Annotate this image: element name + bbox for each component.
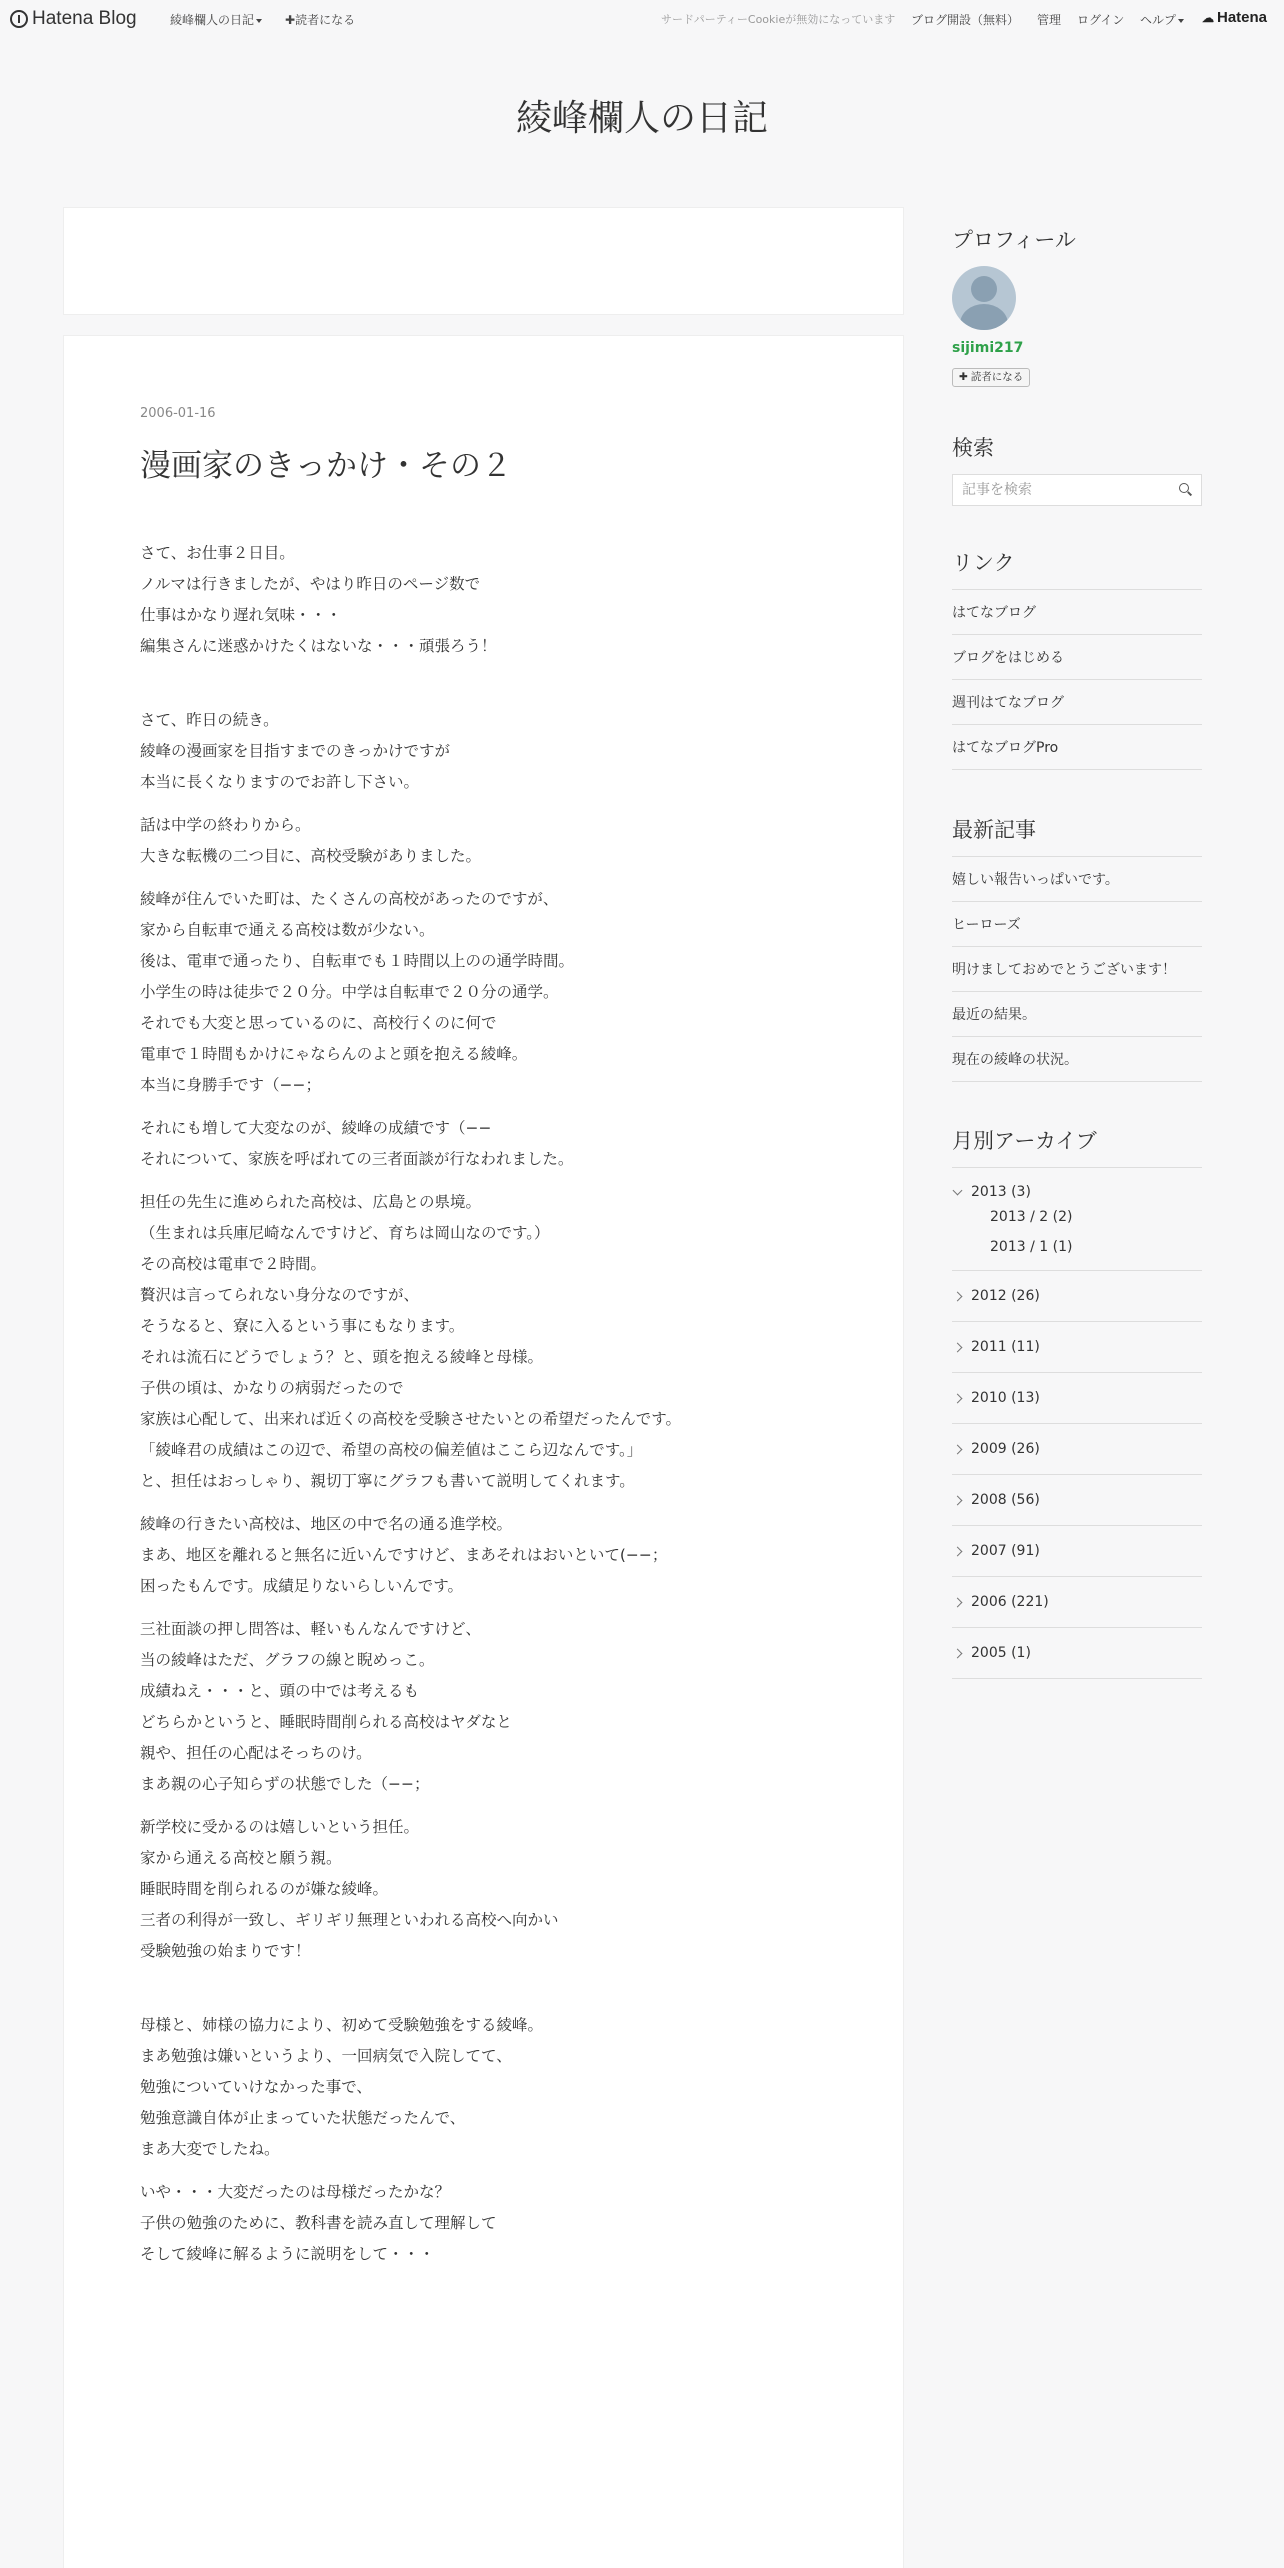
text-line: まあ親の心子知らずの状態でした（−−； <box>140 1775 430 1793</box>
hatena-blog-logo[interactable] <box>10 8 137 30</box>
logo-text: Hatena Blog <box>32 8 137 29</box>
sidebar-link[interactable]: ブログをはじめる <box>952 635 1202 680</box>
archive-heading: 月別アーカイブ <box>952 1129 1097 1153</box>
text-line: 母様と、姉様の協力により、初めて受験勉強をする綾峰。 <box>140 2016 544 2034</box>
text-line: 睡眠時間を削られるのが嫌な綾峰。 <box>140 1880 389 1898</box>
subscribe-button[interactable] <box>952 368 1030 387</box>
archive-year-label: 2006 (221) <box>971 1594 1049 1610</box>
subscribe-button-label: 読者になる <box>970 371 1024 383</box>
text-line: 家族は心配して、出来れば近くの高校を受験させたいとの希望だったんです。 <box>140 1410 681 1428</box>
ad-box <box>63 207 904 315</box>
paragraph <box>140 1614 860 1800</box>
blog-menu-dropdown[interactable] <box>170 11 262 28</box>
text-line: （生まれは兵庫尼崎なんですけど、育ちは岡山なのです。） <box>140 1224 550 1242</box>
text-line: 親や、担任の心配はそっちのけ。 <box>140 1744 372 1762</box>
links-heading: リンク <box>952 551 1015 575</box>
text-line: 三者の利得が一致し、ギリギリ無理といわれる高校へ向かい <box>140 1911 559 1929</box>
archive-year-label: 2013 (3) <box>971 1184 1031 1200</box>
paragraph <box>140 705 860 798</box>
paragraph <box>140 2010 860 2165</box>
cookie-notice[interactable]: サードパーティーCookieが無効になっています <box>661 13 896 26</box>
paragraph <box>140 1113 860 1175</box>
text-line: 「綾峰君の成績はこの辺で、希望の高校の偏差値はここら辺なんです。」 <box>140 1441 643 1459</box>
chevron-right-icon <box>953 1342 963 1352</box>
archive-year-toggle[interactable] <box>952 1628 1202 1679</box>
archive-year-toggle[interactable] <box>952 1577 1202 1628</box>
text-line: 小学生の時は徒歩で２０分。中学は自転車で２０分の通学。 <box>140 983 559 1001</box>
archive-year-toggle[interactable] <box>952 1182 1202 1202</box>
avatar-head <box>971 276 997 302</box>
text-line: それにも増して大変なのが、綾峰の成績です（−− <box>140 1119 492 1137</box>
text-line: いや・・・大変だったのは母様だったかな？ <box>140 2183 451 2201</box>
archive-year-toggle[interactable] <box>952 1271 1202 1322</box>
recent-entry-link[interactable]: ヒーローズ <box>952 902 1202 947</box>
text-line: 贅沢は言ってられない身分なのですが、 <box>140 1286 420 1304</box>
archive-year-expanded <box>952 1168 1202 1271</box>
text-line: まあ勉強は嫌いというより、一回病気で入院してて、 <box>140 2047 512 2065</box>
hatena-mark-icon: ☁ <box>1202 10 1214 25</box>
sidebar-link[interactable]: 週刊はてなブログ <box>952 680 1202 725</box>
chevron-right-icon <box>953 1495 963 1505</box>
archive-year-toggle[interactable] <box>952 1526 1202 1577</box>
text-line: さて、お仕事２日目。 <box>140 544 295 562</box>
archive-year-label: 2011 (11) <box>971 1339 1040 1355</box>
text-line: 綾峰の行きたい高校は、地区の中で名の通る進学校。 <box>140 1515 513 1533</box>
archive-year-label: 2012 (26) <box>971 1288 1040 1304</box>
recent-list <box>952 856 1202 1082</box>
subscribe-link[interactable] <box>285 11 355 28</box>
text-line: 後は、電車で通ったり、自転車でも１時間以上のの通学時間。 <box>140 952 575 970</box>
text-line: まあ、地区を離れると無名に近いんですけど、まあそれはおいといて(−−； <box>140 1546 668 1564</box>
blog-menu-label: 綾峰欄人の日記 <box>170 13 255 27</box>
entry-date[interactable]: 2006-01-16 <box>140 406 216 421</box>
text-line: 綾峰が住んでいた町は、たくさんの高校があったのですが、 <box>140 890 559 908</box>
text-line: そして綾峰に解るように説明をして・・・ <box>140 2245 435 2263</box>
text-line: 綾峰の漫画家を目指すまでのきっかけですが <box>140 742 451 760</box>
archive-year-toggle[interactable] <box>952 1424 1202 1475</box>
hatena-logo-icon <box>10 10 28 28</box>
recent-heading: 最新記事 <box>952 818 1036 842</box>
text-line: さて、昨日の続き。 <box>140 711 279 729</box>
archive-year-toggle[interactable] <box>952 1475 1202 1526</box>
text-line: 受験勉強の始まりです！ <box>140 1942 311 1960</box>
text-line: その高校は電車で２時間。 <box>140 1255 327 1273</box>
text-line: 困ったもんです。成績足りないらしいんです。 <box>140 1577 464 1595</box>
text-line: 本当に長くなりますのでお許し下さい。 <box>140 773 420 791</box>
paragraph <box>140 538 860 662</box>
text-line: 電車で１時間もかけにゃならんのよと頭を抱える綾峰。 <box>140 1045 528 1063</box>
text-line: 勉強意識自体が止まっていた状態だったんで、 <box>140 2109 466 2127</box>
text-line: 仕事はかなり遅れ気味・・・ <box>140 606 342 624</box>
recent-entry-link[interactable]: 最近の結果。 <box>952 992 1202 1037</box>
search-box <box>952 474 1202 506</box>
links-list <box>952 589 1202 770</box>
paragraph <box>140 2177 860 2270</box>
search-input[interactable] <box>953 475 1163 505</box>
text-line: そうなると、寮に入るという事にもなります。 <box>140 1317 465 1335</box>
dropdown-caret-icon <box>1178 19 1184 23</box>
sidebar-link[interactable]: はてなブログ <box>952 590 1202 635</box>
help-dropdown[interactable] <box>1140 11 1184 28</box>
search-icon[interactable] <box>1179 483 1191 495</box>
text-line: 家から自転車で通える高校は数が少ない。 <box>140 921 435 939</box>
chevron-right-icon <box>953 1546 963 1556</box>
text-line: それは流石にどうでしょう？と、頭を抱える綾峰と母様。 <box>140 1348 544 1366</box>
text-line: 編集さんに迷惑かけたくはないな・・・頑張ろう！ <box>140 637 497 655</box>
sidebar-link[interactable]: はてなブログPro <box>952 725 1202 770</box>
text-line: 勉強についていけなかった事で、 <box>140 2078 372 2096</box>
hatena-link[interactable] <box>1202 9 1267 26</box>
archive-year-toggle[interactable] <box>952 1373 1202 1424</box>
paragraph <box>140 810 860 872</box>
profile-name-link[interactable]: sijimi217 <box>952 340 1024 356</box>
chevron-right-icon <box>953 1444 963 1454</box>
text-line: 本当に身勝手です（−−； <box>140 1076 321 1094</box>
avatar-shoulders <box>960 304 1008 330</box>
text-line: 新学校に受かるのは嬉しいという担任。 <box>140 1818 420 1836</box>
login-link[interactable]: ログイン <box>1077 13 1125 27</box>
dropdown-caret-icon <box>256 19 262 23</box>
text-line: どちらかというと、睡眠時間削られる高校はヤダなと <box>140 1713 512 1731</box>
text-line: と、担任はおっしゃり、親切丁寧にグラフも書いて説明してくれます。 <box>140 1472 635 1490</box>
archive-year-toggle[interactable] <box>952 1322 1202 1373</box>
plus-icon: ✚ <box>285 13 296 27</box>
search-heading: 検索 <box>952 436 994 460</box>
chevron-down-icon <box>953 1185 963 1195</box>
archive-list <box>952 1167 1202 1679</box>
blog-title[interactable]: 綾峰欄人の日記 <box>515 98 768 139</box>
profile-heading: プロフィール <box>952 228 1076 252</box>
subscribe-label: 読者になる <box>295 13 356 27</box>
open-blog-link[interactable]: ブログ開設（無料） <box>911 13 1020 27</box>
text-line: 家から通える高校と願う親。 <box>140 1849 342 1867</box>
text-line: 担任の先生に進められた高校は、広島との県境。 <box>140 1193 482 1211</box>
archive-year-label: 2007 (91) <box>971 1543 1040 1559</box>
text-line: それでも大変と思っているのに、高校行くのに何で <box>140 1014 497 1032</box>
help-label: ヘルプ <box>1140 13 1177 27</box>
text-line: まあ大変でしたね。 <box>140 2140 280 2158</box>
text-line: それについて、家族を呼ばれての三者面談が行なわれました。 <box>140 1150 574 1168</box>
chevron-right-icon <box>953 1291 963 1301</box>
hatena-label: Hatena <box>1217 9 1268 26</box>
archive-year-label: 2005 (1) <box>971 1645 1031 1661</box>
plus-icon: ✚ <box>959 371 968 383</box>
paragraph <box>140 1187 860 1497</box>
chevron-right-icon <box>953 1597 963 1607</box>
chevron-right-icon <box>953 1393 963 1403</box>
archive-month-link[interactable]: 2013 / 2 (2) <box>990 1209 1073 1225</box>
paragraph <box>140 1812 860 1967</box>
text-line: 子供の頃は、かなりの病弱だったので <box>140 1379 404 1397</box>
text-line: 三社面談の押し問答は、軽いもんなんですけど、 <box>140 1620 482 1638</box>
chevron-right-icon <box>953 1648 963 1658</box>
text-line: 当の綾峰はただ、グラフの線と睨めっこ。 <box>140 1651 435 1669</box>
global-header <box>0 0 1284 38</box>
archive-month-link[interactable]: 2013 / 1 (1) <box>990 1239 1073 1255</box>
recent-entry-link[interactable]: 嬉しい報告いっぱいです。 <box>952 857 1202 902</box>
text-line: 子供の勉強のために、教科書を読み直して理解して <box>140 2214 497 2232</box>
text-line: 成績ねえ・・・と、頭の中では考えるも <box>140 1682 420 1700</box>
text-line: 大きな転機の二つ目に、高校受験がありました。 <box>140 847 482 865</box>
recent-entry-link[interactable]: 明けましておめでとうございます！ <box>952 947 1202 992</box>
text-line: 話は中学の終わりから。 <box>140 816 311 834</box>
paragraph <box>140 1509 860 1602</box>
entry-content <box>140 538 860 2282</box>
paragraph <box>140 884 860 1101</box>
archive-year-label: 2009 (26) <box>971 1441 1040 1457</box>
archive-year-label: 2008 (56) <box>971 1492 1040 1508</box>
admin-link[interactable]: 管理 <box>1037 13 1062 27</box>
archive-year-label: 2010 (13) <box>971 1390 1040 1406</box>
avatar[interactable] <box>952 266 1016 330</box>
article <box>63 335 904 2568</box>
entry-title[interactable]: 漫画家のきっかけ・その２ <box>140 448 512 484</box>
recent-entry-link[interactable]: 現在の綾峰の状況。 <box>952 1037 1202 1082</box>
text-line: ノルマは行きましたが、やはり昨日のページ数で <box>140 575 481 593</box>
